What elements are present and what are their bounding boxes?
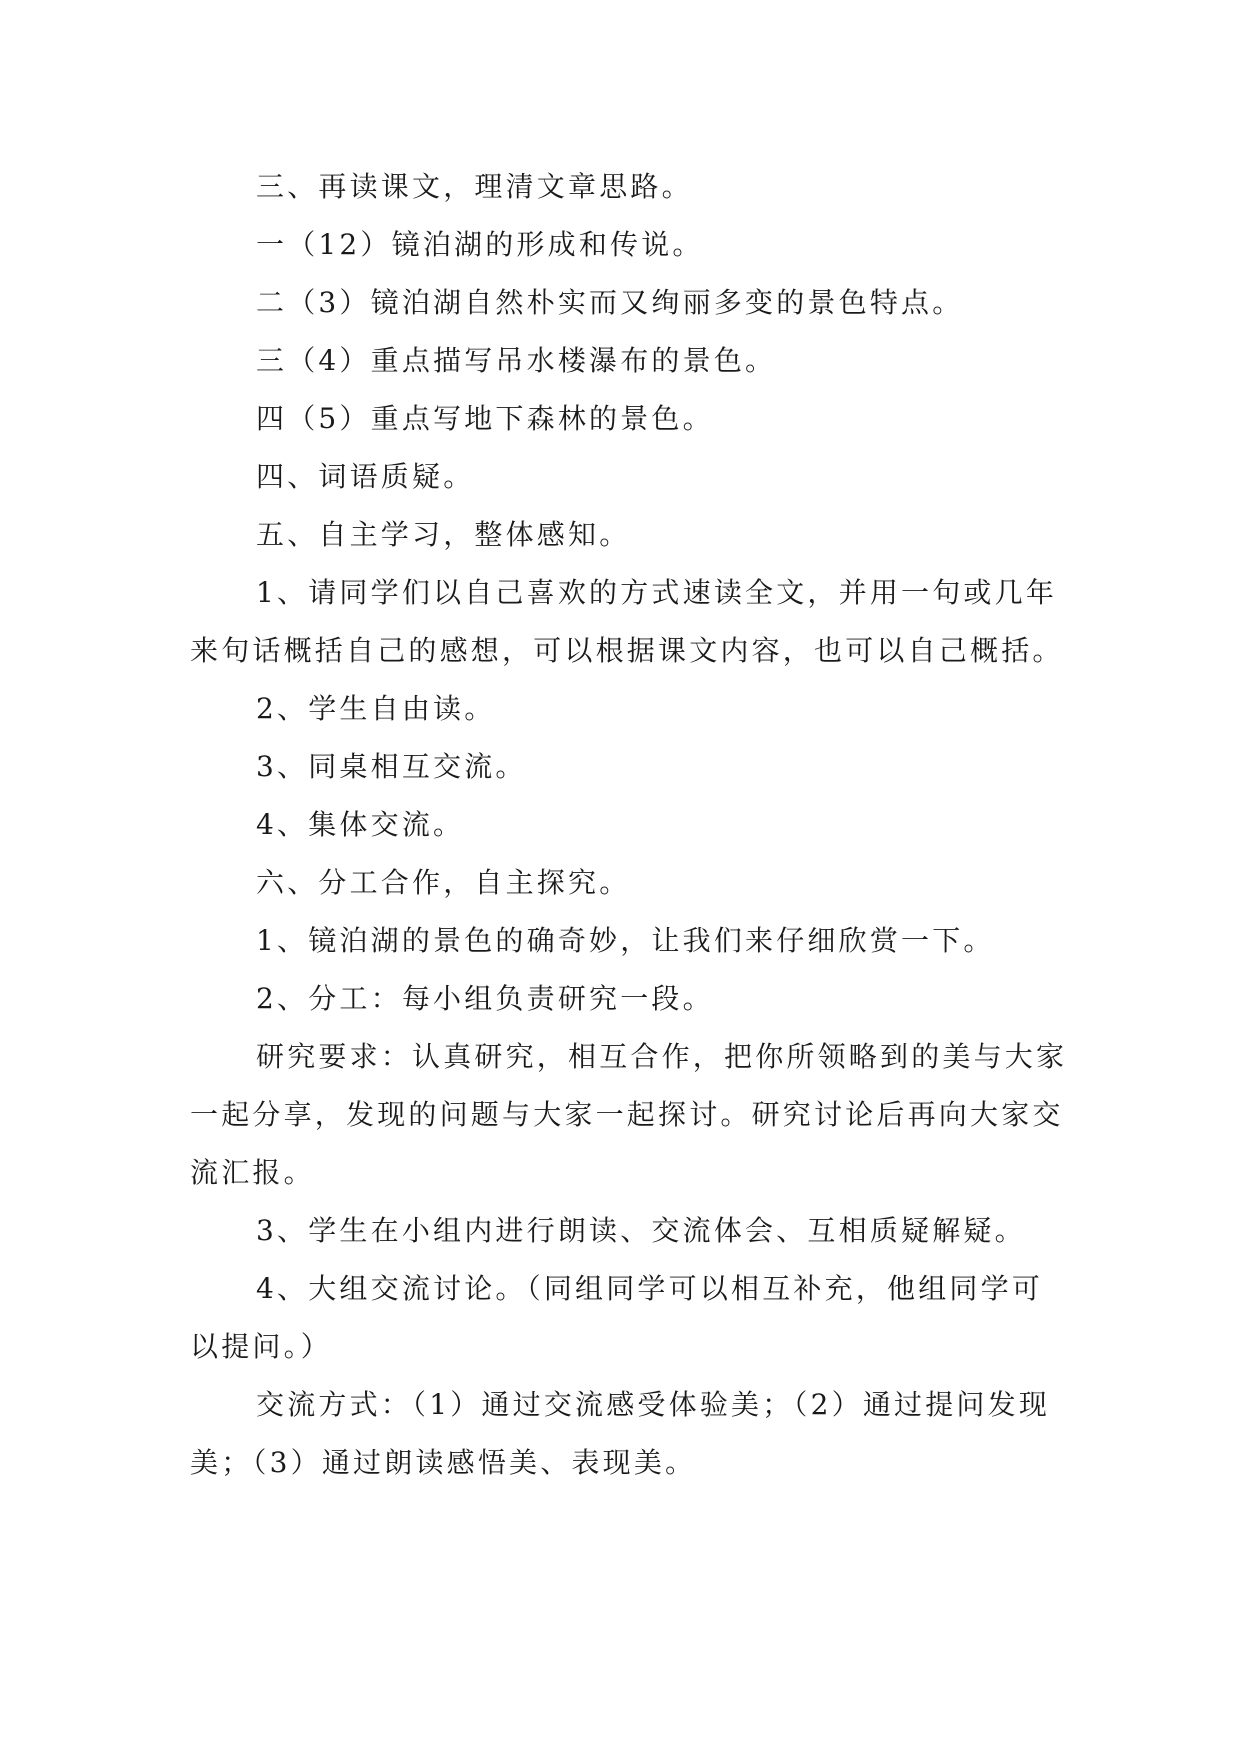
paragraph: 二（3）镜泊湖自然朴实而又绚丽多变的景色特点。 [256, 286, 964, 319]
paragraph: 四、词语质疑。 [256, 460, 475, 493]
paragraph: 五、自主学习，整体感知。 [256, 518, 631, 551]
paragraph: 2、学生自由读。 [256, 692, 496, 725]
paragraph: 3、学生在小组内进行朗读、交流体会、互相质疑解疑。 [256, 1214, 1026, 1247]
paragraph: 六、分工合作，自主探究。 [256, 866, 631, 899]
paragraph: 交流方式：（1）通过交流感受体验美；（2）通过提问发现美；（3）通过朗读感悟美、表现美。 [190, 1388, 1051, 1479]
document-body [190, 158, 1070, 1492]
paragraph: 四（5）重点写地下森林的景色。 [256, 402, 714, 435]
paragraph: 1、请同学们以自己喜欢的方式速读全文，并用一句或几年来句话概括自己的感想，可以根据课文内容，也可以自己概括。 [190, 576, 1064, 667]
paragraph: 4、集体交流。 [256, 808, 465, 841]
paragraph: 2、分工：每小组负责研究一段。 [256, 982, 714, 1015]
paragraph: 4、大组交流讨论。（同组同学可以相互补充，他组同学可以提问。） [190, 1272, 1044, 1363]
paragraph: 3、同桌相互交流。 [256, 750, 527, 783]
paragraph: 1、镜泊湖的景色的确奇妙，让我们来仔细欣赏一下。 [256, 924, 995, 957]
paragraph: 研究要求：认真研究，相互合作，把你所领略到的美与大家一起分享，发现的问题与大家一起探讨。研究讨论后再向大家交流汇报。 [190, 1040, 1068, 1189]
paragraph: 三、再读课文，理清文章思路。 [256, 170, 693, 203]
paragraph: 一（12）镜泊湖的形成和传说。 [256, 228, 704, 261]
paragraph: 三（4）重点描写吊水楼瀑布的景色。 [256, 344, 777, 377]
